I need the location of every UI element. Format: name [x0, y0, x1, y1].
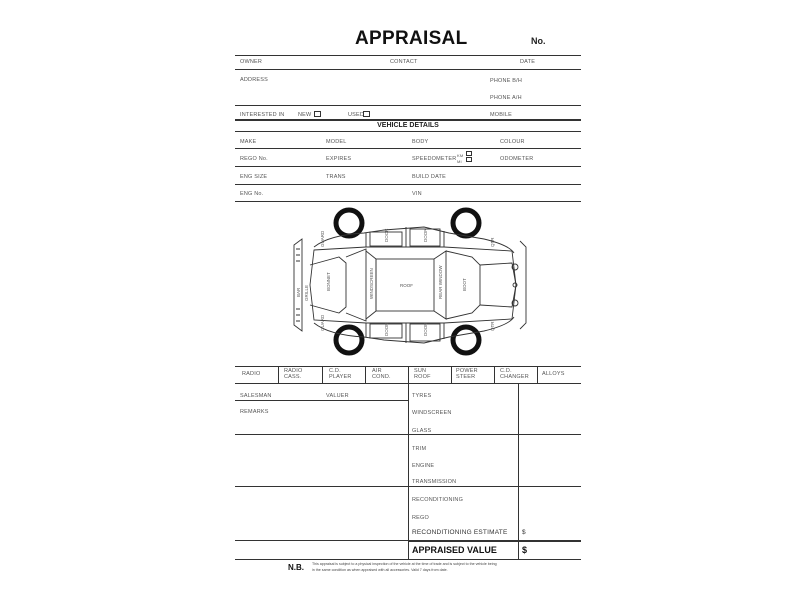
qtr-right-label: QTR — [490, 321, 495, 331]
vin-label: VIN — [412, 191, 422, 197]
rule — [235, 201, 581, 202]
option-alloys[interactable]: ALLOYS — [542, 371, 565, 377]
rule — [235, 540, 408, 541]
nb-label: N.B. — [288, 563, 304, 572]
owner-label: OWNER — [240, 59, 263, 65]
option-sun-roof[interactable]: SUN ROOF — [414, 368, 431, 380]
divider — [278, 366, 279, 383]
phone-bh-label: PHONE B/H — [490, 78, 523, 84]
odometer-label: ODOMETER — [500, 156, 534, 162]
door-front-right-label: DOOR — [384, 322, 389, 336]
transmission-label: TRANSMISSION — [412, 479, 457, 485]
rule — [235, 434, 408, 435]
rule — [235, 400, 408, 401]
speedometer-label: SPEEDOMETER — [412, 156, 457, 162]
rear-window-label: REAR WINDOW — [438, 265, 443, 299]
owner-field[interactable] — [270, 58, 385, 67]
make-label: MAKE — [240, 139, 257, 145]
remarks-label: REMARKS — [240, 409, 269, 415]
bonnet-label: BONNET — [326, 272, 331, 291]
car-damage-diagram[interactable] — [284, 205, 534, 365]
divider — [494, 366, 495, 383]
divider — [537, 366, 538, 383]
expires-label: EXPIRES — [326, 156, 352, 162]
appraised-value-dollar: $ — [522, 545, 528, 555]
door-front-left-label: DOOR — [384, 228, 389, 242]
model-label: MODEL — [326, 139, 347, 145]
mi-checkbox[interactable] — [466, 157, 472, 162]
glass-label: GLASS — [412, 428, 432, 434]
option-radio-cass[interactable]: RADIO CASS. — [284, 368, 303, 380]
contact-label: CONTACT — [390, 59, 418, 65]
rego-label: REGO — [412, 515, 429, 521]
address-label: ADDRESS — [240, 77, 268, 83]
tyres-label: TYRES — [412, 393, 432, 399]
option-radio[interactable]: RADIO — [242, 371, 261, 377]
guard-right-label: GUARD — [320, 314, 325, 331]
boot-label: BOOT — [462, 278, 467, 291]
vehicle-details-heading: VEHICLE DETAILS — [377, 122, 439, 129]
trim-label: TRIM — [412, 446, 427, 452]
interested-in-label: INTERESTED IN — [240, 112, 285, 118]
rule — [235, 55, 581, 56]
qtr-left-label: QTR — [490, 237, 495, 247]
km-checkbox[interactable] — [466, 151, 472, 156]
build-date-label: BUILD DATE — [412, 174, 446, 180]
form-title: APPRAISAL — [355, 28, 468, 49]
divider — [365, 366, 366, 383]
body-label: BODY — [412, 139, 429, 145]
rego-no-label: REGO No. — [240, 156, 268, 162]
new-checkbox[interactable] — [314, 111, 321, 117]
form-number-label: No. — [531, 36, 546, 46]
date-label: DATE — [520, 59, 536, 65]
wheel-front-left — [336, 210, 362, 236]
rule — [408, 486, 581, 487]
option-cd-changer[interactable]: C.D. CHANGER — [500, 368, 529, 380]
engine-label: ENGINE — [412, 463, 435, 469]
mobile-label: MOBILE — [490, 112, 512, 118]
guard-left-label: GUARD — [320, 230, 325, 247]
door-rear-right-label: DOOR — [423, 322, 428, 336]
windscreen-field-label: WINDSCREEN — [412, 410, 452, 416]
rule — [235, 119, 581, 121]
reconditioning-label: RECONDITIONING — [412, 497, 464, 503]
divider — [518, 383, 519, 560]
option-power-steer[interactable]: POWER STEER — [456, 368, 478, 380]
divider — [408, 383, 409, 560]
divider — [408, 366, 409, 383]
rule — [235, 486, 408, 487]
recon-estimate-label: RECONDITIONING ESTIMATE — [412, 529, 508, 536]
km-mark: KM — [457, 153, 464, 158]
rule — [235, 166, 581, 167]
roof-label: ROOF — [400, 283, 413, 288]
rule — [235, 148, 581, 149]
rule — [408, 434, 581, 435]
mi-mark: MI — [457, 159, 462, 164]
divider — [322, 366, 323, 383]
wheel-rear-left — [453, 210, 479, 236]
grille-label: GRILLE — [304, 284, 309, 301]
option-cd-player[interactable]: C.D. PLAYER — [329, 368, 352, 380]
footer-line-1: This appraisal is subject to a physical inspection of the vehicle at the time of trade and is subject to the vehicle being — [312, 562, 497, 566]
windscreen-label: WINDSCREEN — [369, 268, 374, 299]
rule — [235, 131, 581, 132]
eng-size-label: ENG SIZE — [240, 174, 268, 180]
door-rear-left-label: DOOR — [423, 228, 428, 242]
divider — [451, 366, 452, 383]
phone-ah-label: PHONE A/H — [490, 95, 522, 101]
rule — [235, 184, 581, 185]
valuer-label: VALUER — [326, 393, 349, 399]
used-label: USED — [348, 112, 365, 118]
rule — [235, 105, 581, 106]
footer-line-2: in the same condition as when appraised with all accessories. Valid 7 days from date. — [312, 568, 448, 572]
rule — [235, 559, 581, 560]
rule — [408, 540, 581, 542]
colour-label: COLOUR — [500, 139, 525, 145]
bar-label: BAR — [296, 287, 301, 297]
appraised-value-label: APPRAISED VALUE — [412, 545, 497, 555]
salesman-label: SALESMAN — [240, 393, 272, 399]
option-air-cond[interactable]: AIR COND. — [372, 368, 391, 380]
wheel-front-right — [336, 327, 362, 353]
new-label: NEW — [298, 112, 312, 118]
wheel-rear-right — [453, 327, 479, 353]
rule — [235, 69, 581, 70]
recon-estimate-dollar: $ — [522, 529, 526, 536]
trans-label: TRANS — [326, 174, 346, 180]
eng-no-label: ENG No. — [240, 191, 264, 197]
used-checkbox[interactable] — [363, 111, 370, 117]
